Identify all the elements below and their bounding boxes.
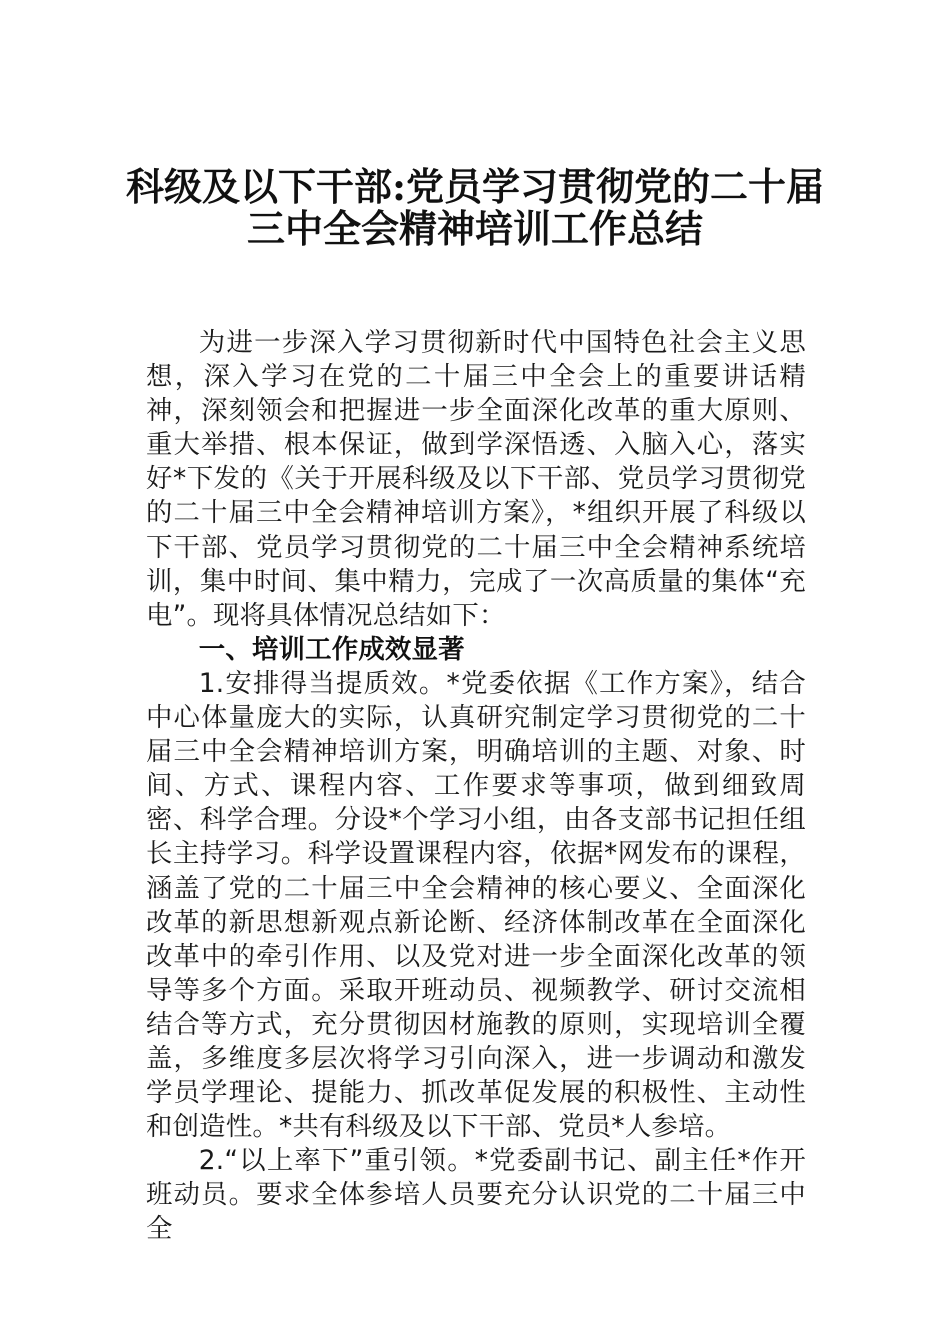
document-title-line-2: 三中全会精神培训工作总结 (246, 206, 703, 251)
intro-paragraph: 为进一步深入学习贯彻新时代中国特色社会主义思想，深入学习在党的二十届三中全会上的重要讲话精神，深刻领会和把握进一步全面深化改革的重大原则、重大举措、根本保证，做到学深悟透、入脑入心，落实好*下发的《关于开展科级及以下干部、党员学习贯彻党的二十届三中全会精神培训方案》，*组织开展了科级以下干部、党员学习贯彻党的二十届三中全会精神系统培训，集中时间、集中精力，完成了一次高质量的集体“充电”。现将具体情况总结如下： (146, 327, 806, 631)
item-1-paragraph: 1.安排得当提质效。*党委依据《工作方案》，结合中心体量庞大的实际，认真研究制定学习贯彻党的二十届三中全会精神培训方案，明确培训的主题、对象、时间、方式、课程内容、工作要求等事项，做到细致周密、科学合理。分设*个学习小组，由各支部书记担任组长主持学习。科学设置课程内容，依据*网发布的课程，涵盖了党的二十届三中全会精神的核心要义、全面深化改革的新思想新观点新论断、经济体制改革在全面深化改革中的牵引作用、以及党对进一步全面深化改革的领导等多个方面。采取开班动员、视频教学、研讨交流相结合等方式，充分贯彻因材施教的原则，实现培训全覆盖，多维度多层次将学习引向深入，进一步调动和激发学员学理论、提能力、抓改革促发展的积极性、主动性和创造性。*共有科级及以下干部、党员*人参培。 (146, 667, 806, 1143)
document-title-line-1: 科级及以下干部:党员学习贯彻党的二十届 (125, 164, 825, 209)
section-1-heading: 一、培训工作成效显著 (198, 633, 465, 665)
document-body (146, 326, 806, 1247)
item-2-paragraph: 2.“以上率下”重引领。*党委副书记、副主任*作开班动员。要求全体参培人员要充分认识党的二十届三中全 (146, 1145, 806, 1245)
